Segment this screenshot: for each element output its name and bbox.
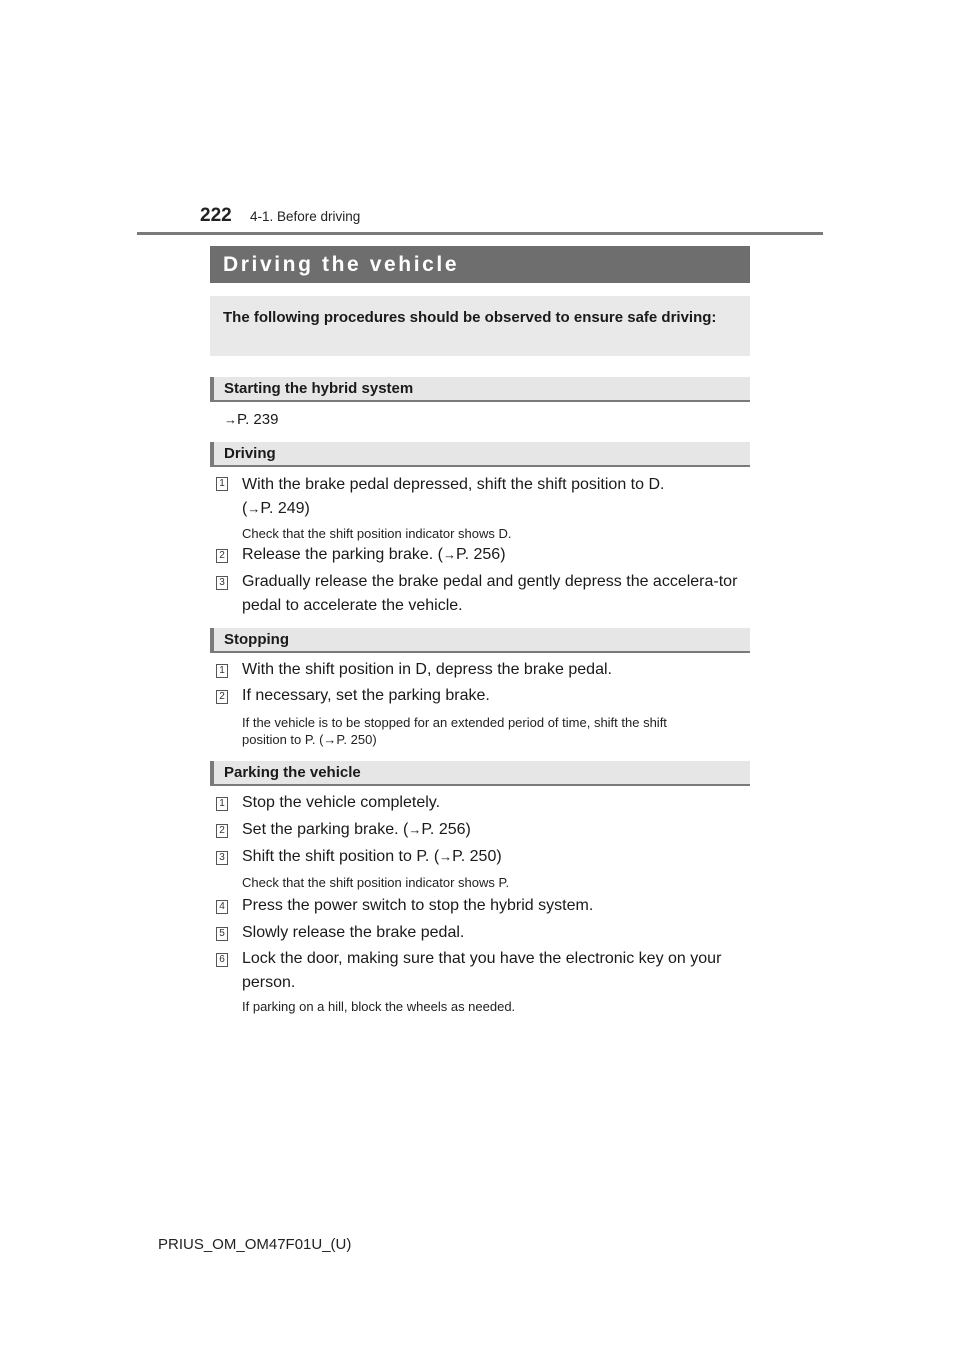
page-number: 222 <box>200 205 232 226</box>
header-divider <box>137 232 823 235</box>
page-link[interactable]: P. 256) <box>421 821 471 838</box>
arrow-icon: → <box>323 732 337 747</box>
step-number: 5 <box>216 927 228 941</box>
document-code: PRIUS_OM_OM47F01U_(U) <box>158 1236 352 1253</box>
section-heading-driving: Driving <box>210 442 750 467</box>
driving-note: Check that the shift position indicator shows D. <box>242 526 512 541</box>
step-number: 3 <box>216 851 228 865</box>
arrow-icon: → <box>443 547 456 562</box>
parking-step-1: Stop the vehicle completely. <box>242 794 441 811</box>
stopping-step-1: With the shift position in D, depress the brake pedal. <box>242 661 612 678</box>
arrow-icon: → <box>408 822 422 837</box>
section-reference: 4-1. Before driving <box>250 209 361 224</box>
page-link[interactable]: P. 256) <box>456 546 506 563</box>
arrow-icon: → <box>439 849 453 864</box>
step-number: 6 <box>216 953 228 967</box>
parking-step-4: Press the power switch to stop the hybrid system. <box>242 897 594 914</box>
intro-text: The following procedures should be observed to ensure safe driving: <box>210 296 750 356</box>
driving-step-3: Gradually release the brake pedal and gently depress the accelera-tor pedal to accelerate the vehicle. <box>242 573 738 614</box>
arrow-icon: → <box>224 412 237 427</box>
starting-page-link[interactable]: →P. 239 <box>224 411 279 428</box>
parking-note-hill: If parking on a hill, block the wheels as needed. <box>242 999 516 1014</box>
driving-step-2: Release the parking brake. (→P. 256) <box>242 546 506 563</box>
step-number: 2 <box>216 549 228 563</box>
step-number: 2 <box>216 824 228 838</box>
arrow-icon: → <box>247 501 261 516</box>
page-title: Driving the vehicle <box>210 246 750 283</box>
step-number: 1 <box>216 664 228 678</box>
step-number: 3 <box>216 576 228 590</box>
parking-step-2: Set the parking brake. (→P. 256) <box>242 821 471 838</box>
step-number: 1 <box>216 797 228 811</box>
section-heading-starting: Starting the hybrid system <box>210 377 750 402</box>
parking-step-5: Slowly release the brake pedal. <box>242 924 465 941</box>
section-heading-parking: Parking the vehicle <box>210 761 750 786</box>
stopping-note: If the vehicle is to be stopped for an extended period of time, shift the shift position to P. (→P. 250) <box>242 715 667 747</box>
driving-step-1: With the brake pedal depressed, shift the shift position to D. (→P. 249) <box>242 476 665 517</box>
stopping-step-2: If necessary, set the parking brake. <box>242 687 490 704</box>
parking-step-3: Shift the shift position to P. (→P. 250) <box>242 848 502 865</box>
parking-note-p: Check that the shift position indicator shows P. <box>242 875 510 890</box>
page-link[interactable]: P. 250) <box>336 732 377 747</box>
step-number: 2 <box>216 690 228 704</box>
section-heading-stopping: Stopping <box>210 628 750 653</box>
page-link[interactable]: P. 249) <box>260 500 310 517</box>
step-number: 4 <box>216 900 228 914</box>
step-number: 1 <box>216 477 228 491</box>
page-link[interactable]: P. 250) <box>452 848 502 865</box>
parking-step-6: Lock the door, making sure that you have the electronic key on your person. <box>242 950 722 991</box>
